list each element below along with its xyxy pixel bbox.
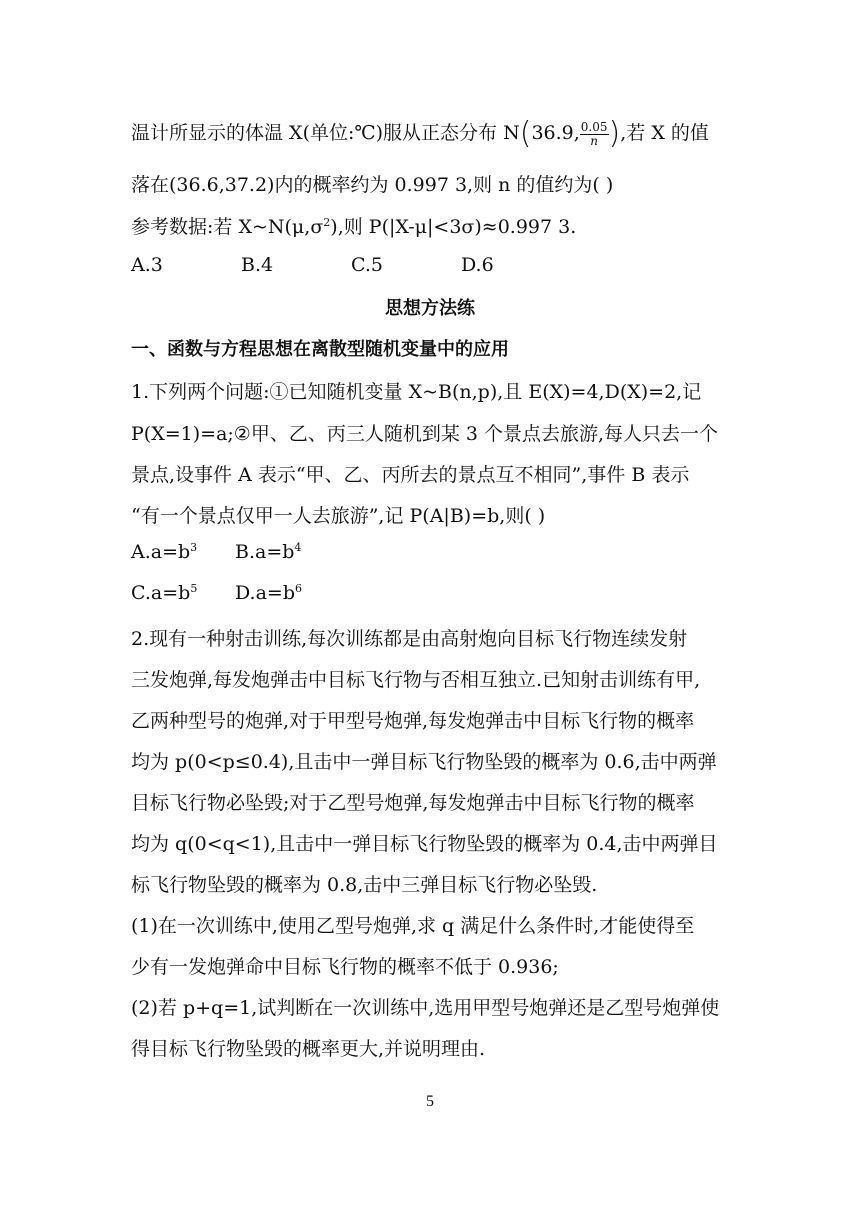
q0-line1-text-c: ,若 X 的值 bbox=[620, 122, 709, 144]
left-paren: ( bbox=[519, 116, 532, 151]
q0-option-c: C.5 bbox=[351, 254, 383, 276]
q2-line-4: 均为 p(0<p≤0.4),且击中一弹目标飞行物坠毁的概率为 0.6,击中两弹 bbox=[131, 751, 717, 773]
q0-line3-text-b: ),则 P(|X-μ|<3σ)≈0.997 3. bbox=[330, 216, 577, 238]
q1-option-a bbox=[131, 541, 235, 563]
q1-option-a-label: A.a=b bbox=[131, 541, 191, 563]
q0-line-3 bbox=[131, 212, 576, 239]
section-title: 思想方法练 bbox=[385, 298, 475, 319]
q1-option-b bbox=[235, 541, 301, 563]
q2-line-8: (1)在一次训练中,使用乙型号炮弹,求 q 满足什么条件时,才能使得至 bbox=[131, 915, 695, 937]
q1-options-row-2 bbox=[131, 582, 302, 604]
right-paren: ) bbox=[608, 116, 621, 151]
q0-line3-text-a: 参考数据:若 X~N(μ,σ bbox=[131, 216, 324, 238]
q2-line-9: 少有一发炮弹命中目标飞行物的概率不低于 0.936; bbox=[131, 956, 559, 978]
q1-line-1: 1.下列两个问题:①已知随机变量 X~B(n,p),且 E(X)=4,D(X)=2,记 bbox=[131, 381, 702, 403]
q1-option-c bbox=[131, 582, 235, 604]
q1-option-b-sup: 4 bbox=[294, 541, 302, 554]
q2-line-5: 目标飞行物必坠毁;对于乙型号炮弹,每发炮弹击中目标飞行物的概率 bbox=[131, 792, 695, 814]
fraction-numerator: 0.05 bbox=[580, 119, 608, 134]
q2-line-7: 标飞行物坠毁的概率为 0.8,击中三弹目标飞行物必坠毁. bbox=[131, 874, 598, 896]
q1-line-3: 景点,设事件 A 表示“甲、乙、丙所去的景点互不相同”,事件 B 表示 bbox=[131, 464, 690, 486]
q1-line-4: “有一个景点仅甲一人去旅游”,记 P(A|B)=b,则( ) bbox=[131, 505, 546, 527]
q1-option-c-label: C.a=b bbox=[131, 582, 191, 604]
q0-option-b: B.4 bbox=[241, 254, 274, 276]
q0-line-1 bbox=[131, 116, 709, 151]
q1-option-b-label: B.a=b bbox=[235, 541, 295, 563]
q2-line-1: 2.现有一种射击训练,每次训练都是由高射炮向目标飞行物连续发射 bbox=[131, 628, 688, 650]
q0-line1-text-b: 36.9, bbox=[531, 122, 580, 144]
q1-option-d-label: D.a=b bbox=[235, 582, 296, 604]
q2-line-10: (2)若 p+q=1,试判断在一次训练中,选用甲型号炮弹还是乙型号炮弹使 bbox=[131, 997, 720, 1019]
q1-option-d bbox=[235, 582, 302, 604]
q2-line-6: 均为 q(0<q<1),且击中一弹目标飞行物坠毁的概率为 0.4,击中两弹目 bbox=[131, 833, 718, 855]
q1-line-2: P(X=1)=a;②甲、乙、丙三人随机到某 3 个景点去旅游,每人只去一个 bbox=[131, 423, 719, 445]
q1-option-d-sup: 6 bbox=[295, 582, 303, 595]
q0-option-a: A.3 bbox=[131, 254, 163, 276]
q1-options-row-1 bbox=[131, 541, 301, 563]
q0-options bbox=[131, 254, 494, 276]
q2-line-2: 三发炮弹,每发炮弹击中目标飞行物与否相互独立.已知射击训练有甲, bbox=[131, 669, 701, 691]
q1-option-a-sup: 3 bbox=[190, 541, 198, 554]
subsection-title: 一、函数与方程思想在离散型随机变量中的应用 bbox=[131, 339, 509, 360]
fraction bbox=[580, 121, 609, 148]
q2-line-3: 乙两种型号的炮弹,对于甲型号炮弹,每发炮弹击中目标飞行物的概率 bbox=[131, 710, 695, 732]
q2-line-11: 得目标飞行物坠毁的概率更大,并说明理由. bbox=[131, 1038, 486, 1060]
fraction-denominator: n bbox=[590, 133, 599, 148]
q0-line-2: 落在(36.6,37.2)内的概率约为 0.997 3,则 n 的值约为( ) bbox=[131, 174, 614, 196]
page-number: 5 bbox=[426, 1093, 434, 1110]
q1-option-c-sup: 5 bbox=[190, 582, 198, 595]
q0-option-d: D.6 bbox=[461, 254, 494, 276]
q0-line1-text-a: 温计所显示的体温 X(单位:℃)服从正态分布 N bbox=[131, 122, 520, 144]
superscript: 2 bbox=[323, 216, 331, 229]
